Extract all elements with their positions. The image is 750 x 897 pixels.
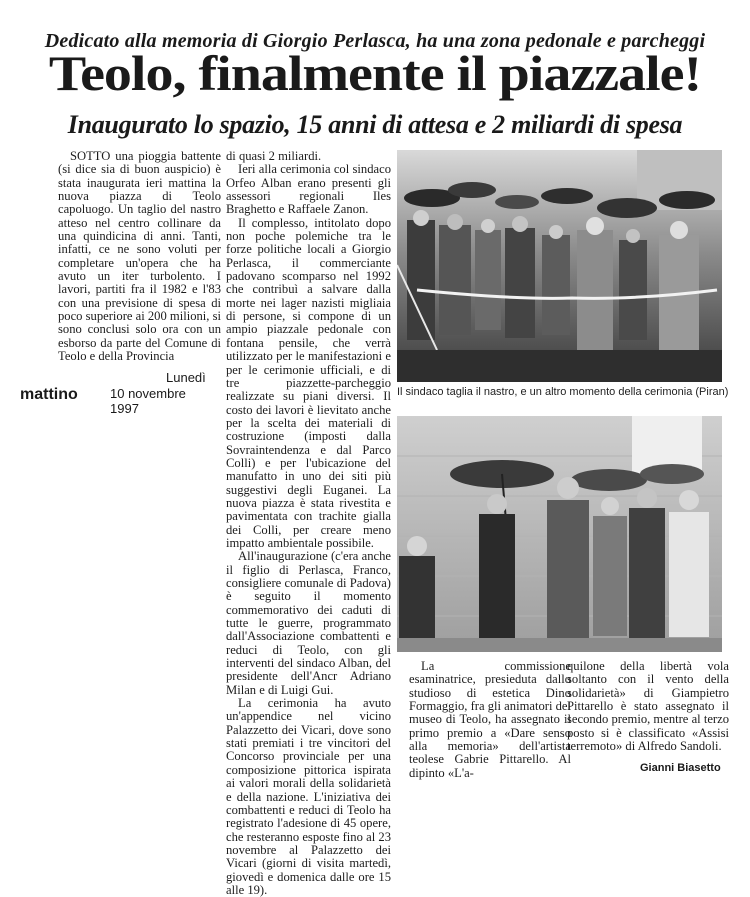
photo-ribbon-cutting: [397, 150, 722, 382]
photo-ribbon-cutting-image: [397, 150, 722, 382]
author-signature: Gianni Biasetto: [640, 762, 721, 774]
paragraph: quilone della libertà vola soltanto con il vento della solidarietà» di Giampietro Pittarello è stato assegnato il secondo premio, mentre al terzo posto si è classificato «Assisi terremoto» di Alfredo Sandoli.: [567, 659, 729, 754]
photo-caption: Il sindaco taglia il nastro, e un altro momento della cerimonia (Piran): [397, 386, 729, 398]
column-4: [567, 660, 729, 753]
column-1: [58, 150, 221, 364]
paragraph: All'inaugurazione (c'era anche il figlio di Perlasca, Franco, consigliere comunale di Padova) è seguito il momento commemorativo dei caduti di tutte le guerre, programmato dall'Associazione combattenti e reduci di Teolo, con gli interventi del sindaco Alban, del presidente dell'Ancr Adriano Milan e di Luigi Gui.: [226, 549, 391, 697]
paragraph: La commissione esaminatrice, presieduta dallo studioso di estetica Dino Formaggio, fra gli animatori del museo di Teolo, ha assegnato il primo premio a «Dare senso alla memoria» dell'artista teolese Gabrie Pittarello. Al dipinto «L'a-: [409, 659, 571, 780]
dateline-day: Lunedì: [166, 370, 206, 385]
photo-ceremony-image: [397, 416, 722, 652]
paragraph: Il complesso, intitolato dopo non poche polemiche tra le forze politiche locali a Giorgio Perlasca, il commerciante padovano scomparso nel 1992 che contribuì a salvare dalla morte nei lager nazisti migliaia di persone, si compone di un ampio piazzale pedonale con fontana pensile, che verrà utilizzato per le manifestazioni e per le cerimonie ufficiali, e di tre piazzette-parcheggio realizzate su piani diversi. Il costo dei lavori è lievitato anche per la scelta dei materiali di costruzione (imposti dalla Sovraintendenza e dal Parco Colli) e per l'ubicazione del manufatto in uno dei siti più suggestivi degli Euganei. La nuova piazza è stata rivestita e pavimentata con trachite gialla dei Colli, per creare meno impatto ambientale possibile.: [226, 215, 391, 550]
photo-ceremony: [397, 416, 722, 652]
subhead: Inaugurato lo spazio, 15 anni di attesa e 2 miliardi di spesa: [67, 110, 683, 139]
dateline: [10, 370, 210, 416]
headline: Teolo, finalmente il piazzale!: [48, 47, 702, 102]
masthead-fragment: mattino: [20, 386, 78, 403]
column-3: [409, 660, 571, 780]
paragraph: SOTTO una pioggia battente (si dice sia di buon auspicio) è stata inaugurata ieri mattina la nuova piazza di Teolo capoluogo. Un taglio del nastro atteso nel centro collinare da una quindicina di anni. Tanti, infatti, ce ne sono voluti per completare un'opera che ha avuto un iter turbolento. I lavori, partiti fra il 1982 e l'83 con una previsione di spesa di poco superiore ai 200 milioni, si sono conclusi solo ora con un esborso da parte del Comune di Teolo e della Provincia: [58, 149, 221, 364]
dateline-date: 10 novembre 1997: [110, 386, 186, 416]
column-2: [226, 150, 391, 897]
paragraph: di quasi 2 miliardi.: [226, 149, 322, 163]
paragraph: La cerimonia ha avuto un'appendice nel vicino Palazzetto dei Vicari, dove sono stati premiati i tre vincitori del Concorso provinciale per una composizione pittorica ispirata ai valori morali della solidarietà e della nazione. L'iniziativa dei combattenti e reduci di Teolo ha registrato l'adesione di 45 opere, che resteranno esposte fino al 23 novembre al Palazzetto dei Vicari (giorni di visita martedì, giovedì e domenica dalle ore 15 alle 19).: [226, 696, 391, 897]
kicker: Dedicato alla memoria di Giorgio Perlasca, ha una zona pedonale e parcheggi: [44, 30, 706, 52]
paragraph: Ieri alla cerimonia col sindaco Orfeo Alban erano presenti gli assessori regionali Iles Braghetto e Raffaele Zanon.: [226, 162, 391, 217]
